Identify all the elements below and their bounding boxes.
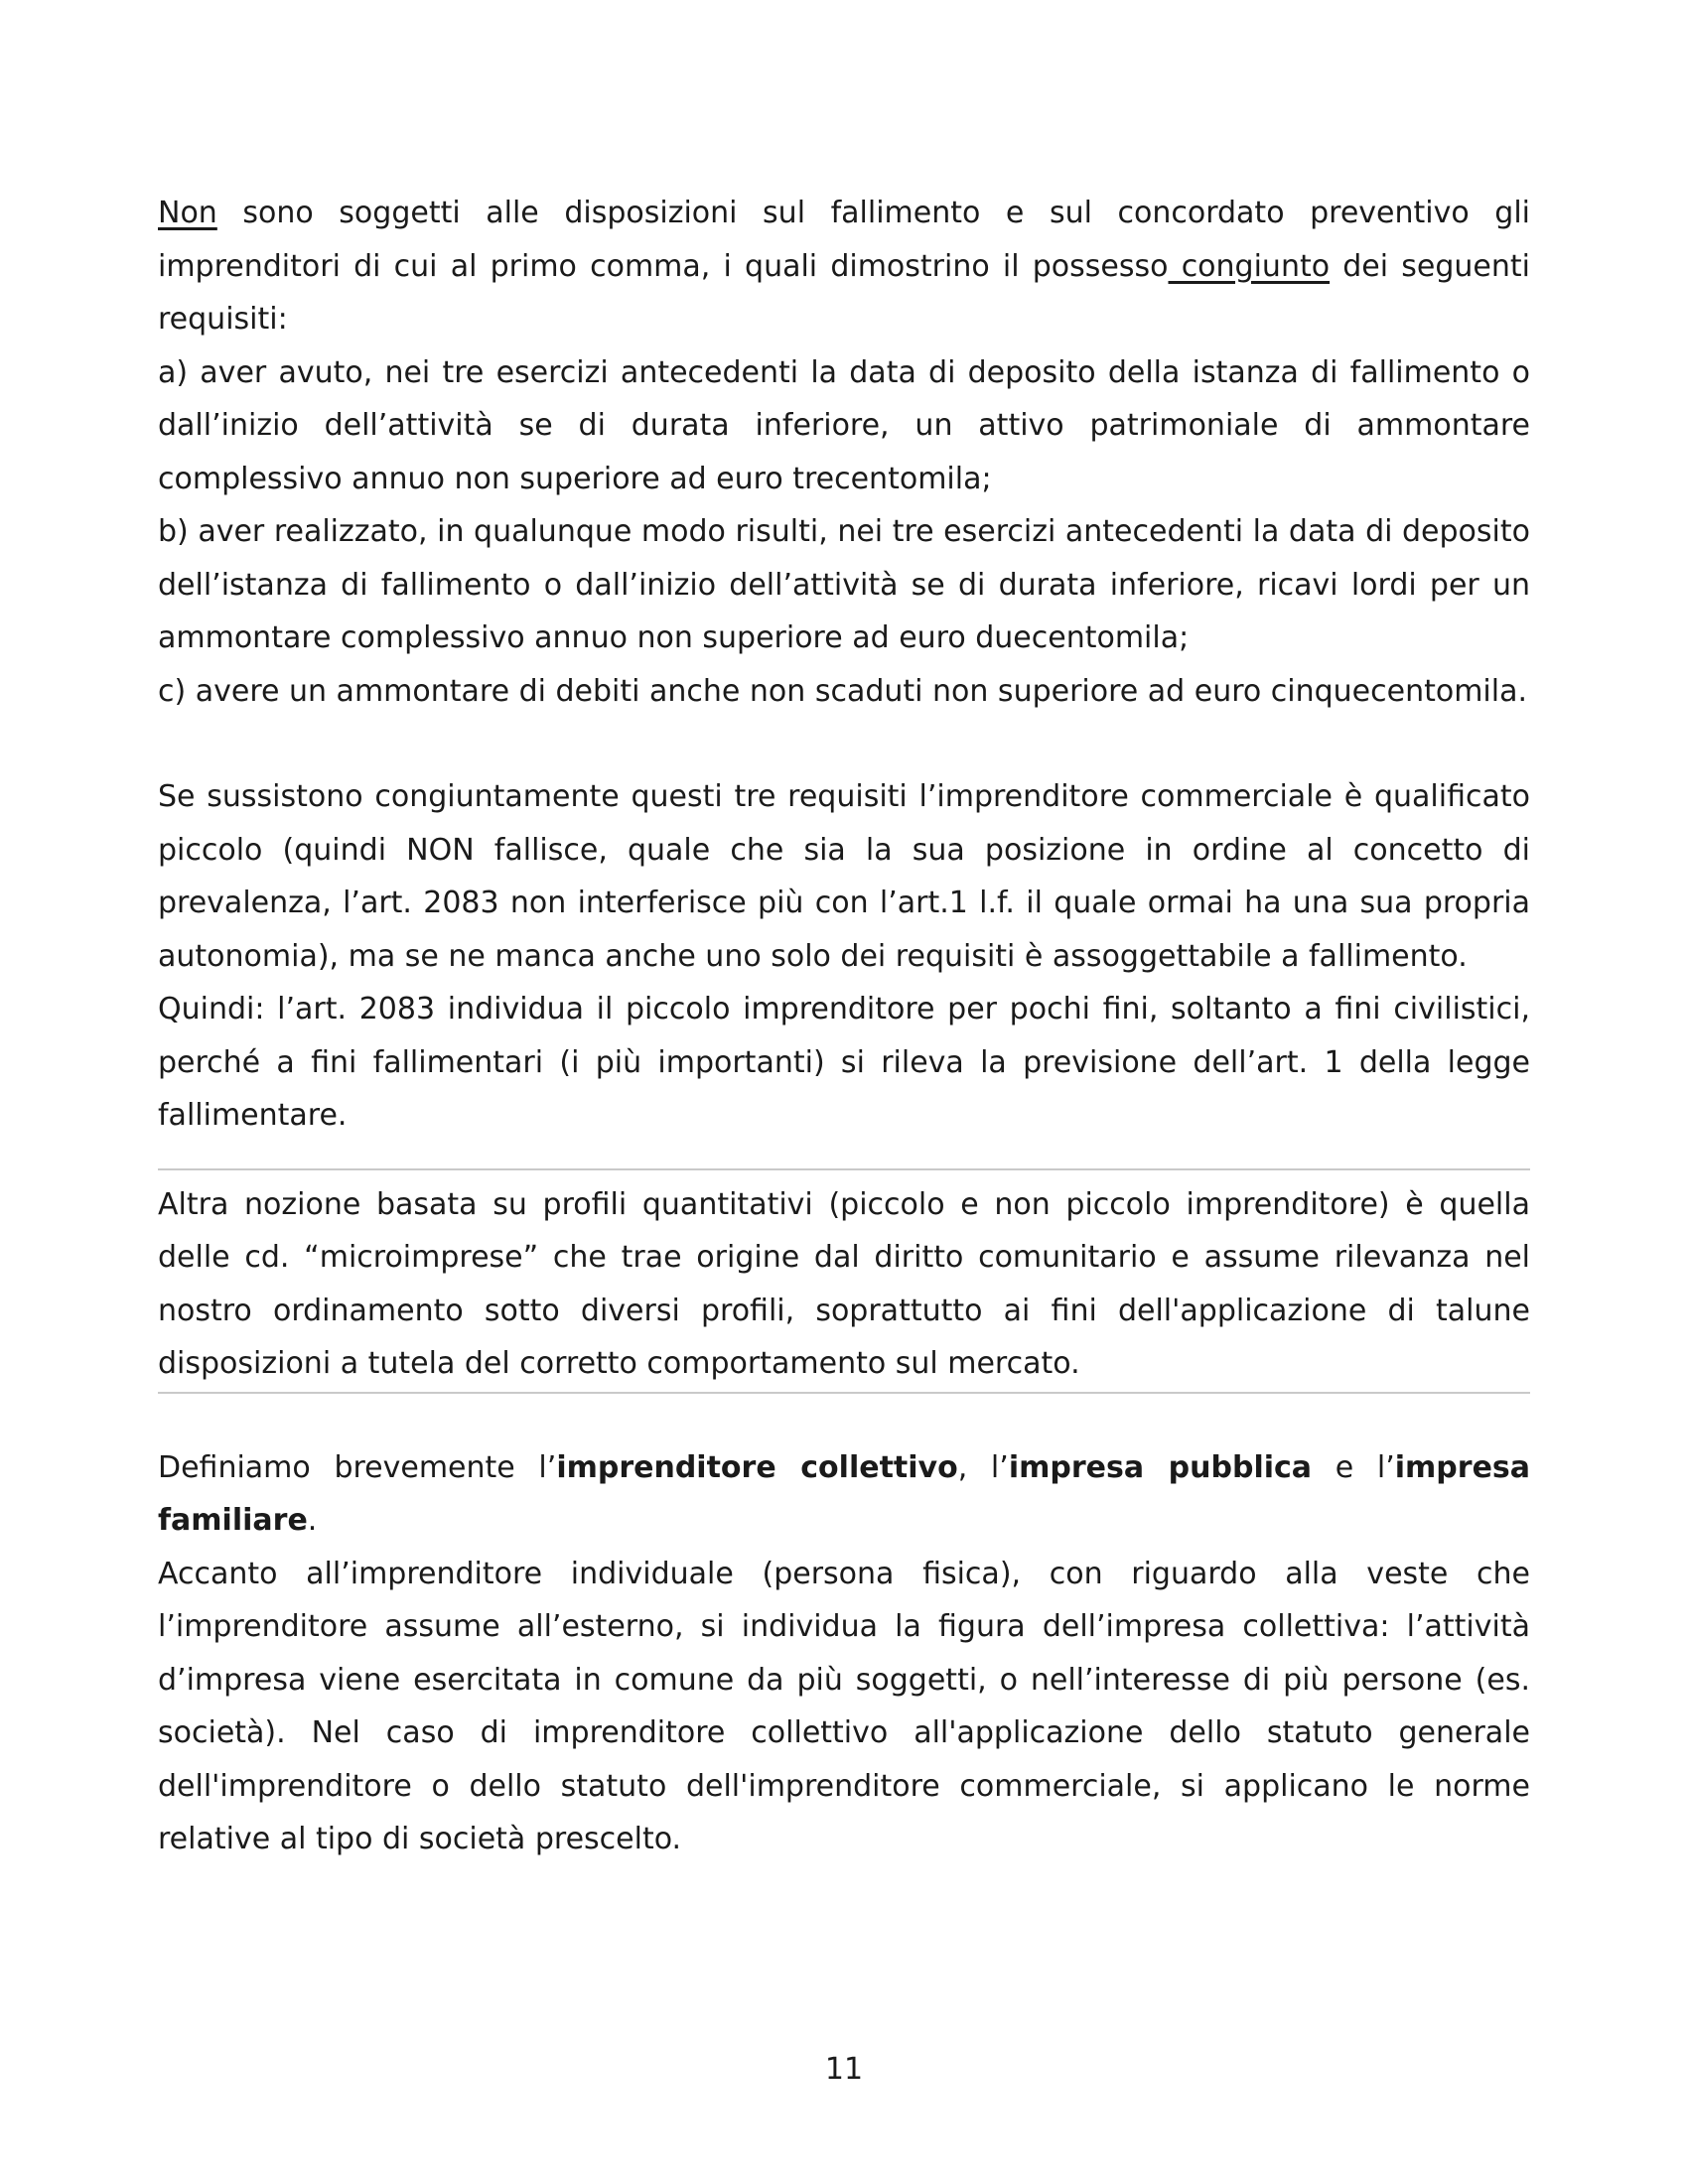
microimprese-note-box <box>158 1168 1530 1394</box>
requirement-a: a) aver avuto, nei tre esercizi antecedenti la data di deposito della istanza di fallimento o dall’inizio dell’attività se di durata inferiore, un attivo patrimoniale di ammontare complessivo annuo non superiore ad euro trecentomila; <box>158 354 1530 496</box>
collective-entrepreneur-paragraph: Accanto all’imprenditore individuale (persona fisica), con riguardo alla veste che l’imprenditore assume all’esterno, si individua la figura dell’impresa collettiva: l’attività d’impresa viene esercitata in comune da più soggetti, o nell’interesse di più persone (es. società). Nel caso di imprenditore collettivo all'applicazione dello statuto generale dell'imprenditore o dello statuto dell'imprenditore commerciale, si applicano le norme relative al tipo di società prescelto. <box>158 1556 1530 1856</box>
spacer <box>158 1143 1530 1168</box>
term-impresa-pubblica: impresa pubblica <box>1008 1449 1313 1485</box>
microimprese-note: Altra nozione basata su profili quantitativi (piccolo e non piccolo imprenditore) è quella delle cd. “microimprese” che trae origine dal diritto comunitario e assume rilevanza nel nostro ordinamento sotto diversi profili, soprattutto ai fini dell'applicazione di talune disposizioni a tutela del corretto comportamento sul mercato. <box>158 1186 1530 1381</box>
emphasis-congiunto: congiunto <box>1168 248 1331 284</box>
small-entrepreneur-paragraph: Se sussistono congiuntamente questi tre requisiti l’imprenditore commerciale è qualificato piccolo (quindi NON fallisce, quale che sia la sua posizione in ordine al concetto di prevalenza, l’art. 2083 non interferisce più con l’art.1 l.f. il quale ormai ha una sua propria autonomia), ma se ne manca anche uno solo dei requisiti è assoggettabile a fallimento. <box>158 779 1530 974</box>
conclusion-paragraph: Quindi: l’art. 2083 individua il piccolo imprenditore per pochi fini, soltanto a fini civilistici, perché a fini fallimentari (i più importanti) si rileva la previsione dell’art. 1 della legge fallimentare. <box>158 992 1530 1133</box>
definitions-intro: Definiamo brevemente l’imprenditore collettivo, l’impresa pubblica e l’impresa familiare. <box>158 1449 1531 1538</box>
requirement-c: c) avere un ammontare di debiti anche non scaduti non superiore ad euro cinquecentomila. <box>158 673 1528 709</box>
requirement-b: b) aver realizzato, in qualunque modo risulti, nei tre esercizi antecedenti la data di deposito dell’istanza di fallimento o dall’inizio dell’attività se di durata inferiore, ricavi lordi per un ammontare complessivo annuo non superiore ad euro duecentomila; <box>158 514 1530 655</box>
exemption-paragraph: Non sono soggetti alle disposizioni sul fallimento e sul concordato preventivo gli imprenditori di cui al primo comma, i quali dimostrino il possesso congiunto dei seguenti requisiti: <box>158 196 1531 337</box>
emphasis-non: Non <box>158 196 217 230</box>
page-content <box>158 187 1530 1866</box>
term-imprenditore-collettivo: imprenditore collettivo <box>556 1449 958 1485</box>
page-number: 11 <box>824 2052 864 2087</box>
spacer <box>158 1394 1530 1441</box>
spacer <box>158 718 1530 770</box>
term-impresa-familiare: impresa familiare <box>158 1449 1531 1538</box>
